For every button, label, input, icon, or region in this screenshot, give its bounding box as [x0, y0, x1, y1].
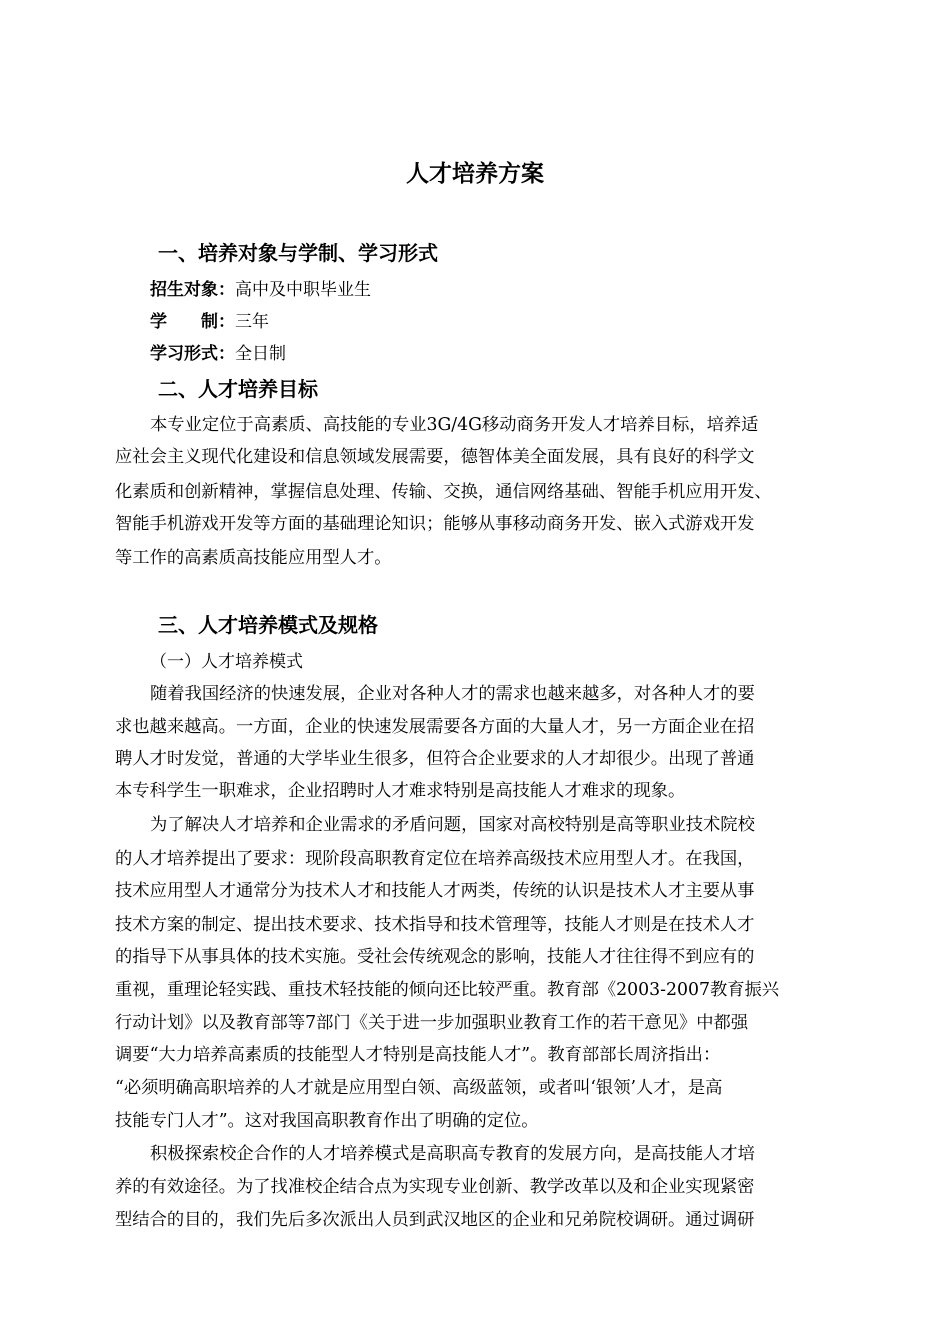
paragraph-line: 应社会主义现代化建设和信息领域发展需要，德智体美全面发展，具有良好的科学文	[115, 447, 755, 467]
field-value: 三年	[235, 312, 269, 332]
field-label: 学 制：	[150, 312, 235, 332]
paragraph-line: “必须明确高职培养的人才就是应用型白领、高级蓝领，或者叫‘银领’人才，是高	[115, 1078, 723, 1098]
field-enrollment-target	[150, 276, 371, 304]
paragraph-line: 技能专门人才”。这对我国高职教育作出了明确的定位。	[115, 1111, 539, 1131]
field-value: 高中及中职毕业生	[235, 280, 371, 300]
section-3-heading: 三、人才培养模式及规格	[158, 613, 378, 637]
paragraph-line: 随着我国经济的快速发展，企业对各种人才的需求也越来越多，对各种人才的要	[150, 684, 755, 704]
field-label: 招生对象：	[150, 280, 235, 300]
paragraph-line: 聘人才时发觉，普通的大学毕业生很多，但符合企业要求的人才却很少。出现了普通	[115, 749, 755, 769]
field-study-mode	[150, 340, 286, 368]
paragraph-line: 本专业定位于高素质、高技能的专业3G/4G移动商务开发人才培养目标，培养适	[150, 415, 759, 435]
field-duration	[150, 308, 269, 336]
paragraph-line: 化素质和创新精神，掌握信息处理、传输、交换，通信网络基础、智能手机应用开发、	[115, 482, 772, 502]
paragraph-line: 为了解决人才培养和企业需求的矛盾问题，国家对高校特别是高等职业技术院校	[150, 815, 755, 835]
field-value: 全日制	[235, 344, 286, 364]
section-1-heading: 一、培养对象与学制、学习形式	[158, 241, 438, 265]
paragraph-line: 技术应用型人才通常分为技术人才和技能人才两类，传统的认识是技术人才主要从事	[115, 881, 755, 901]
paragraph-line: 的人才培养提出了要求：现阶段高职教育定位在培养高级技术应用型人才。在我国，	[115, 849, 755, 869]
paragraph-line: 行动计划》以及教育部等7部门《关于进一步加强职业教育工作的若干意见》中都强	[115, 1013, 749, 1033]
paragraph-line: 重视，重理论轻实践、重技术轻技能的倾向还比较严重。教育部《2003-2007教育振兴	[115, 980, 780, 1000]
field-label: 学习形式：	[150, 344, 235, 364]
paragraph-line: 技术方案的制定、提出技术要求、技术指导和技术管理等，技能人才则是在技术人才	[115, 915, 755, 935]
paragraph-line: 等工作的高素质高技能应用型人才。	[115, 548, 392, 568]
paragraph-line: 型结合的目的，我们先后多次派出人员到武汉地区的企业和兄弟院校调研。通过调研	[115, 1210, 755, 1230]
paragraph-line: 本专科学生一职难求，企业招聘时人才难求特别是高技能人才难求的现象。	[115, 781, 686, 801]
subsection-heading: （一）人才培养模式	[150, 652, 303, 672]
paragraph-line: 智能手机游戏开发等方面的基础理论知识；能够从事移动商务开发、嵌入式游戏开发	[115, 514, 755, 534]
paragraph-line: 求也越来越高。一方面，企业的快速发展需要各方面的大量人才，另一方面企业在招	[115, 717, 755, 737]
page-title: 人才培养方案	[406, 161, 544, 187]
paragraph-line: 的指导下从事具体的技术实施。受社会传统观念的影响，技能人才往往得不到应有的	[115, 947, 755, 967]
paragraph-line: 积极探索校企合作的人才培养模式是高职高专教育的发展方向，是高技能人才培	[150, 1144, 755, 1164]
section-2-heading: 二、人才培养目标	[158, 377, 318, 401]
paragraph-line: 调要“大力培养高素质的技能型人才特别是高技能人才”。教育部部长周济指出：	[115, 1045, 721, 1065]
paragraph-line: 养的有效途径。为了找准校企结合点为实现专业创新、教学改革以及和企业实现紧密	[115, 1177, 755, 1197]
